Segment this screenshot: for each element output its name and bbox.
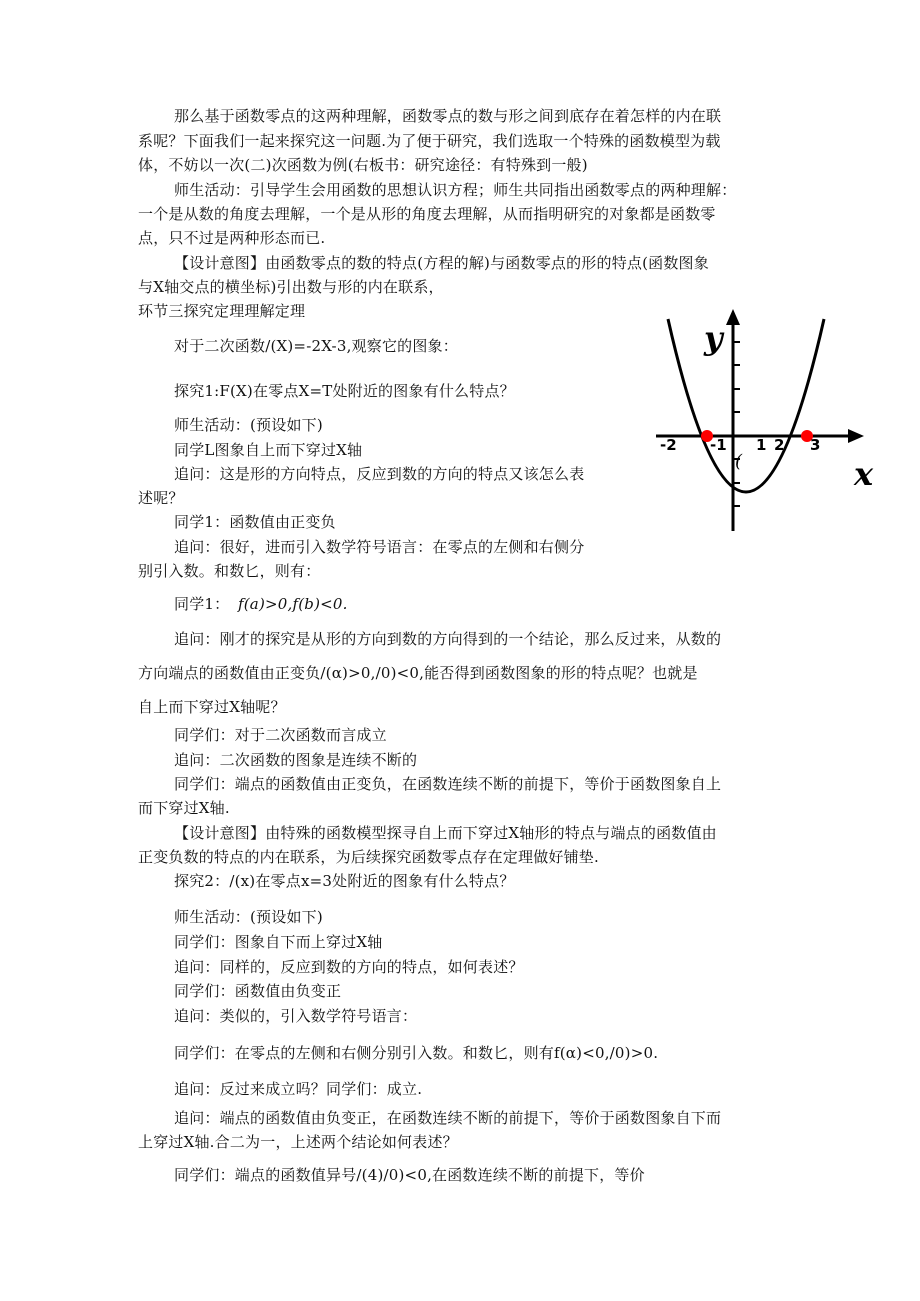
tick-label: 3 — [810, 436, 821, 454]
design-intent-text: 【设计意图】由函数零点的数的特点(方程的解)与函数零点的形的特点(函数图象 — [174, 254, 709, 272]
text-line: 追问：二次函数的图象是连续不断的 — [174, 751, 418, 769]
tick-label: -1 — [710, 436, 727, 454]
text-line: 同学1： — [174, 595, 230, 613]
text-line: 对于二次函数/(X)=-2X-3,观察它的图象： — [174, 337, 458, 355]
text-line: 同学们：端点的函数值由正变负，在函数连续不断的前提下，等价于函数图象自上 — [174, 775, 722, 793]
text-line: 同学们：对于二次函数而言成立 — [174, 726, 387, 744]
text-line: 同学们：图象自下而上穿过X轴 — [174, 933, 383, 951]
y-axis-label: y — [704, 319, 723, 357]
text-line: 自上而下穿过X轴呢？ — [138, 698, 286, 716]
text-line: 正变负数的特点的内在联系，为后续探究函数零点存在定理做好铺垫. — [138, 848, 599, 866]
tick-label: 2 — [774, 436, 785, 454]
text-line: 同学L图象自上而下穿过X轴 — [174, 441, 363, 459]
x-axis-label: x — [854, 455, 874, 493]
text-line: 同学们：函数值由负变正 — [174, 982, 342, 1000]
inquiry-1-heading: 探究1:F(X)在零点X=T处附近的图象有什么特点？ — [174, 382, 515, 400]
tick-label: 1 — [756, 436, 767, 454]
text-line: 方向端点的函数值由正变负/(α)>0,/0)<0,能否得到函数图象的形的特点呢？也就是 — [138, 664, 698, 682]
tick-label: -2 — [660, 436, 677, 454]
origin-label: ( — [735, 451, 743, 472]
text-line: 那么基于函数零点的这两种理解，函数零点的数与形之间到底存在着怎样的内在联 — [174, 107, 722, 125]
section-heading: 环节三探究定理理解定理 — [138, 302, 306, 320]
text-line: 而下穿过X轴. — [138, 799, 230, 817]
text-line: 追问：反过来成立吗？同学们：成立. — [174, 1080, 423, 1098]
text-line: 点，只不过是两种形态而已. — [138, 229, 326, 247]
text-line: 追问：端点的函数值由负变正，在函数连续不断的前提下，等价于函数图象自下而 — [174, 1109, 722, 1127]
text-line: 上穿过X轴.合二为一，上述两个结论如何表述？ — [138, 1133, 458, 1151]
text-line: 师生活动：(预设如下) — [174, 908, 323, 926]
inquiry-2-heading: 探究2：/(x)在零点x=3处附近的图象有什么特点？ — [174, 872, 515, 890]
text-line: 体，不妨以一次(二)次函数为例(右板书：研究途径：有特殊到一般) — [138, 156, 588, 174]
parabola-curve — [668, 319, 824, 492]
text-line: 追问：这是形的方向特点，反应到数的方向的特点又该怎么表 — [174, 465, 585, 483]
text-line: 述呢？ — [138, 489, 184, 507]
math-inequality: f(a)>0,f(b)<0. — [238, 595, 348, 613]
parabola-figure — [648, 305, 880, 535]
x-axis-arrow — [848, 429, 864, 443]
text-line: 追问：很好，进而引入数学符号语言：在零点的左侧和右侧分 — [174, 538, 585, 556]
text-line: 师生活动：(预设如下) — [174, 416, 323, 434]
design-intent-text: 【设计意图】由特殊的函数模型探寻自上而下穿过X轴形的特点与端点的函数值由 — [174, 824, 717, 842]
text-line: 同学们：端点的函数值异号/(4)/0)<0,在函数连续不断的前提下，等价 — [174, 1166, 645, 1184]
text-line: 追问：同样的，反应到数的方向的特点，如何表述？ — [174, 958, 524, 976]
text-line: 与X轴交点的横坐标)引出数与形的内在联系， — [138, 278, 444, 296]
text-line: 追问：刚才的探究是从形的方向到数的方向得到的一个结论，那么反过来，从数的 — [174, 630, 722, 648]
text-line: 同学1：函数值由正变负 — [174, 513, 336, 531]
text-line: 系呢？下面我们一起来探究这一问题.为了便于研究，我们选取一个特殊的函数模型为载 — [138, 132, 721, 150]
y-axis-arrow — [726, 309, 740, 325]
text-line: 追问：类似的，引入数学符号语言： — [174, 1007, 418, 1025]
text-line: 一个是从数的角度去理解，一个是从形的角度去理解，从而指明研究的对象都是函数零 — [138, 205, 716, 223]
text-line: 别引入数。和数匕，则有： — [138, 562, 321, 580]
text-line: 同学们：在零点的左侧和右侧分别引入数。和数匕，则有f(α)<0,/0)>0. — [174, 1044, 659, 1062]
text-line: 师生活动：引导学生会用函数的思想认识方程；师生共同指出函数零点的两种理解： — [174, 181, 737, 199]
